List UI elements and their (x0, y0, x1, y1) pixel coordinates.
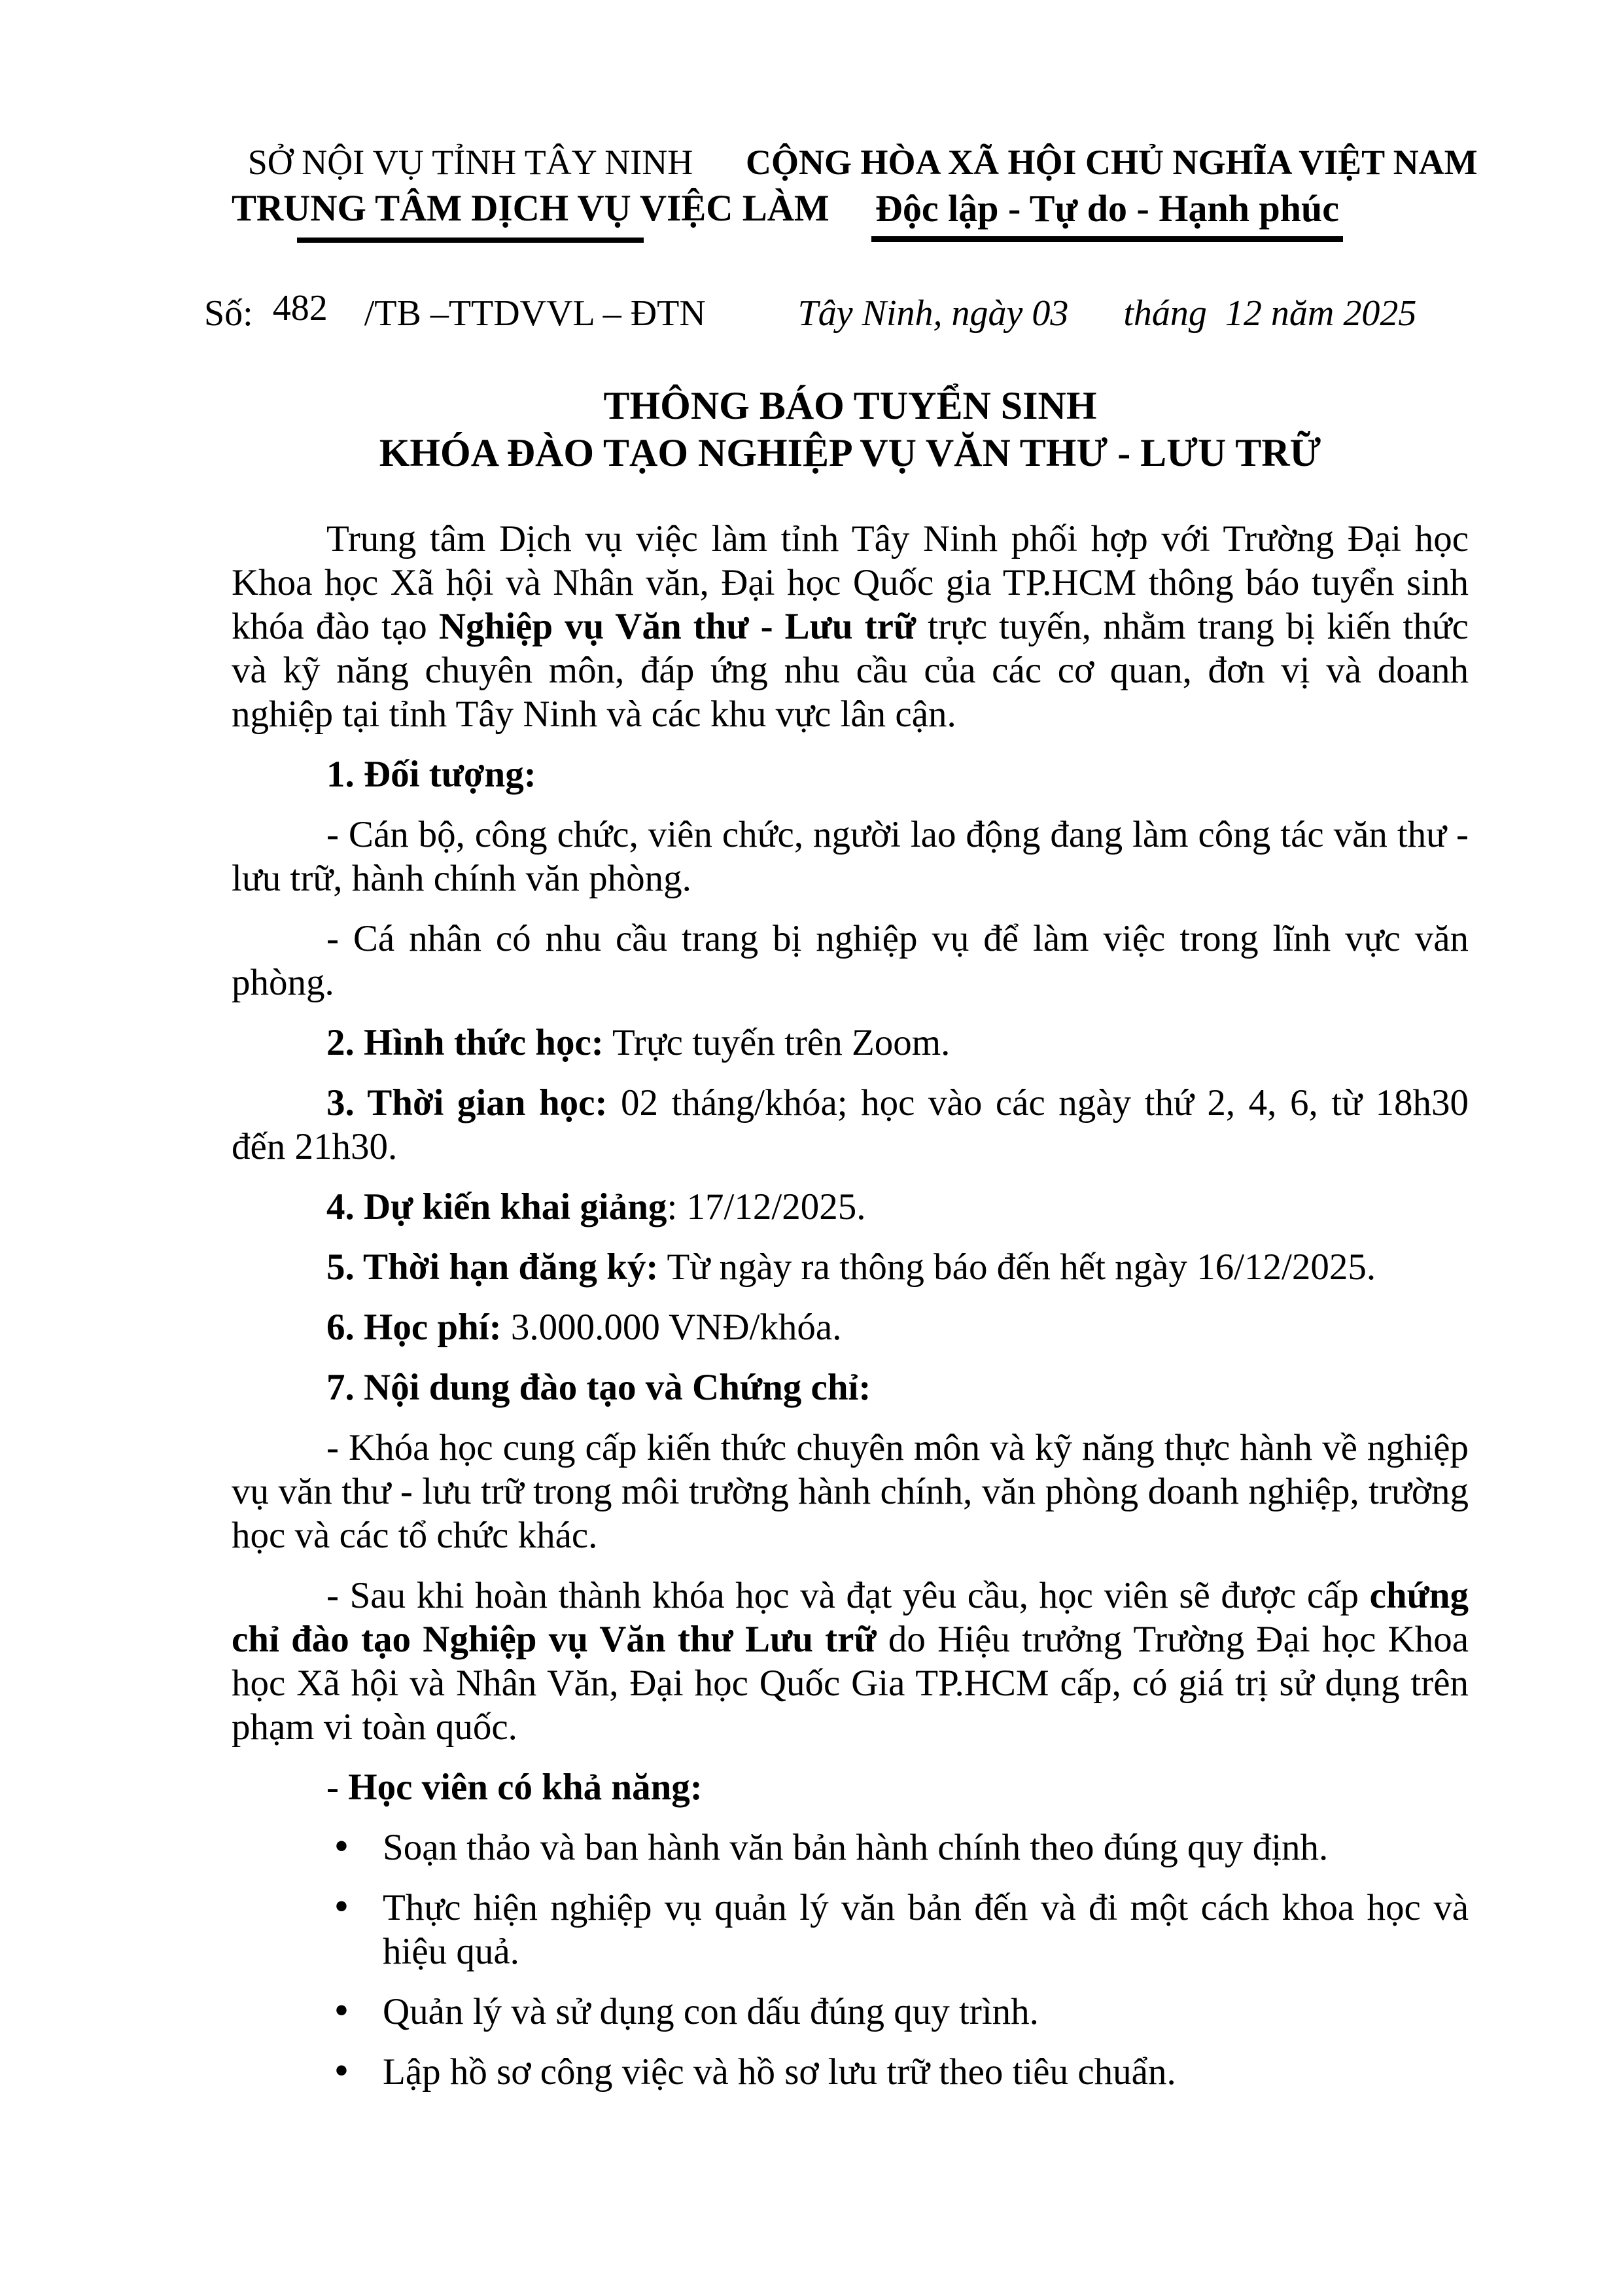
section-2-line (232, 1021, 1469, 1065)
capabilities-list (232, 1826, 1469, 2094)
intro-paragraph (232, 517, 1469, 736)
capability-item: • Quản lý và sử dụng con dấu đúng quy trình. (232, 1990, 1469, 2034)
agency-name: TRUNG TÂM DỊCH VỤ VIỆC LÀM (232, 188, 829, 229)
section-7-paragraph-1: - Khóa học cung cấp kiến thức chuyên môn và kỹ năng thực hành về nghiệp vụ văn thư - lưu trữ trong môi trường hành chính, văn phòng doanh nghiệp, trường học và các tổ chức khác. (232, 1427, 1469, 1556)
document-title-line1: THÔNG BÁO TUYỂN SINH (603, 384, 1097, 427)
section-5-text: Từ ngày ra thông báo đến hết ngày 16/12/2025. (658, 1246, 1376, 1288)
number-date-row (204, 288, 1469, 335)
intro-run-1: Trung tâm Dịch vụ việc làm tỉnh Tây Ninh phối hợp với Trường Đại học Khoa học Xã hội và Nhân văn, Đại học Quốc gia TP.HCM thông báo tuyển sinh khóa đào tạo (232, 518, 1469, 647)
issuing-agency-block (232, 141, 829, 243)
national-motto: Độc lập - Tự do - Hạnh phúc (871, 186, 1343, 242)
document-body (232, 517, 1469, 2094)
place-date-line: Tây Ninh, ngày 03 tháng 12 năm 2025 (797, 293, 1417, 334)
section-4-label: 4. Dự kiến khai giảng (326, 1186, 667, 1227)
document-number-value: 482 (272, 288, 328, 328)
capabilities-heading: - Học viên có khả năng: (326, 1767, 703, 1808)
section-7-p2-run-3: do Hiệu trưởng Trường Đại học Khoa học Xã hội và Nhân Văn, Đại học Quốc Gia TP.HCM cấp, có giá trị sử dụng trên phạm vi toàn quốc. (232, 1619, 1469, 1748)
section-6-text: 3.000.000 VNĐ/khóa. (501, 1307, 842, 1348)
section-7-p2-run-bold: chứng chỉ đào tạo Nghiệp vụ Văn thư Lưu trữ (232, 1575, 1469, 1660)
national-header-block (746, 141, 1478, 242)
section-1-item-1: - Cán bộ, công chức, viên chức, người lao động đang làm công tác văn thư - lưu trữ, hành chính văn phòng. (232, 814, 1469, 899)
section-3-line (232, 1081, 1469, 1169)
national-title: CỘNG HÒA XÃ HỘI CHỦ NGHĨA VIỆT NAM (746, 143, 1478, 182)
section-3-text: 02 tháng/khóa; học vào các ngày thứ 2, 4, 6, từ 18h30 đến 21h30. (232, 1082, 1469, 1167)
section-4-line (232, 1185, 1469, 1229)
section-5-label: 5. Thời hạn đăng ký: (326, 1246, 659, 1288)
document-number-suffix: /TB –TTDVVL – ĐTN (364, 293, 706, 334)
section-2-label: 2. Hình thức học: (326, 1022, 604, 1063)
document-number-label: Số: (204, 293, 253, 334)
document-title-line2: KHÓA ĐÀO TẠO NGHIỆP VỤ VĂN THƯ - LƯU TRỮ (379, 431, 1321, 474)
section-6-line (232, 1305, 1469, 1349)
section-6-label: 6. Học phí: (326, 1307, 502, 1348)
section-7-paragraph-2 (232, 1574, 1469, 1749)
intro-run-bold: Nghiệp vụ Văn thư - Lưu trữ (438, 606, 916, 647)
document-header (232, 141, 1478, 243)
capability-item: • Soạn thảo và ban hành văn bản hành chính theo đúng quy định. (232, 1826, 1469, 1869)
section-7-p2-run-1: - Sau khi hoàn thành khóa học và đạt yêu cầu, học viên sẽ được cấp (326, 1575, 1370, 1616)
section-4-text: : 17/12/2025. (667, 1186, 866, 1227)
intro-run-3: trực tuyến, nhằm trang bị kiến thức và kỹ năng chuyên môn, đáp ứng nhu cầu của các cơ quan, đơn vị và doanh nghiệp tại tỉnh Tây Ninh và các khu vực lân cận. (232, 606, 1469, 735)
section-2-text: Trực tuyến trên Zoom. (603, 1022, 951, 1063)
section-5-line (232, 1245, 1469, 1289)
document-title (232, 382, 1469, 476)
section-7-heading: 7. Nội dung đào tạo và Chứng chỉ: (326, 1367, 871, 1408)
section-3-label: 3. Thời gian học: (326, 1082, 608, 1123)
capability-item: • Thực hiện nghiệp vụ quản lý văn bản đến và đi một cách khoa học và hiệu quả. (232, 1886, 1469, 1973)
capability-item: • Lập hồ sơ công việc và hồ sơ lưu trữ theo tiêu chuẩn. (232, 2050, 1469, 2094)
document-number-line (204, 288, 706, 335)
agency-parent-name: SỞ NỘI VỤ TỈNH TÂY NINH (247, 143, 693, 182)
section-1-item-2: - Cá nhân có nhu cầu trang bị nghiệp vụ để làm việc trong lĩnh vực văn phòng. (232, 918, 1469, 1003)
agency-underline (297, 238, 644, 243)
section-1-heading: 1. Đối tượng: (326, 754, 536, 795)
